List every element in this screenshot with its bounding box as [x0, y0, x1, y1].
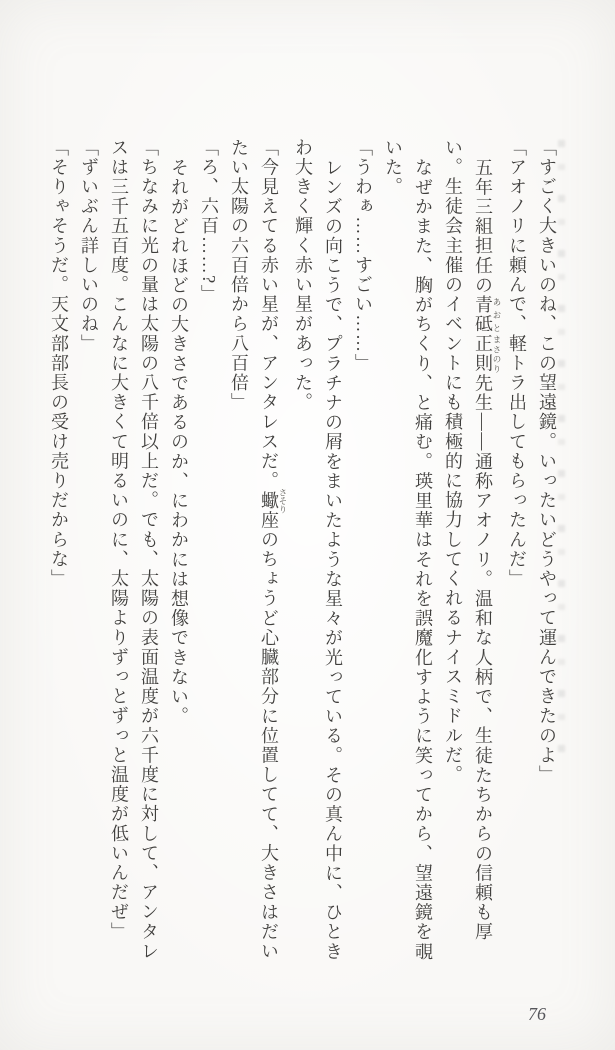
furigana: あおと	[492, 295, 502, 335]
paragraph: 「ろ、六百……?」	[199, 138, 219, 305]
ruby-annotated-text: 蠍 さそり	[259, 487, 288, 514]
paragraph: 「そりゃそうだ。天文部部長の受け売りだからな」	[49, 138, 69, 589]
paragraph: 「ずいぶん詳しいのね」	[79, 138, 99, 354]
paragraph: なぜかまた、胸がちくり、と痛む。瑛里華はそれを誤魔化すように笑ってから、望遠鏡を覗いた。	[383, 138, 433, 962]
furigana: まさのり	[492, 334, 502, 374]
paragraph: 五年三組担任の青砥 あおと正則 まさのり先生——通称アオノリ。温和な人柄で、生徒たちからの信頼も厚い。生徒会主催のイベントにも積極的に協力してくれるナイスミドルだ。	[443, 138, 502, 943]
paragraph: それがどれほどの大きさであるのか、にわかには想像できない。	[169, 158, 189, 727]
page-number: 76	[528, 1004, 546, 1024]
page-text	[50, 138, 562, 962]
furigana: さそり	[278, 487, 288, 514]
ruby-annotated-text: 正則 まさのり	[473, 334, 502, 374]
ruby-annotated-text: 青砥 あおと	[473, 295, 502, 335]
paragraph: 「うわぁ……すごい……」	[353, 138, 373, 374]
paragraph: 「アオノリに頼んで、軽トラ出してもらったんだ」	[507, 138, 527, 589]
paragraph: 「ちなみに光の量は太陽の八千倍以上だ。でも、太陽の表面温度が六千度に対して、アンタレスは三千五百度。こんなに大きくて明るいのに、太陽よりずっとずっと温度が低いんだぜ」	[109, 138, 159, 962]
paragraph: 「今見えてる赤い星が、アンタレスだ。蠍 さそり座のちょうど心臓部分に位置してて、大きさはだいたい太陽の六百倍から八百倍」	[229, 138, 288, 962]
paragraph: レンズの向こうで、プラチナの屑をまいたような星々が光っている。その真ん中に、ひときわ大きく輝く赤い星があった。	[293, 138, 343, 962]
paragraph: 「すごく大きいのね、この望遠鏡。いったいどうやって運んできたのよ」	[537, 138, 557, 785]
